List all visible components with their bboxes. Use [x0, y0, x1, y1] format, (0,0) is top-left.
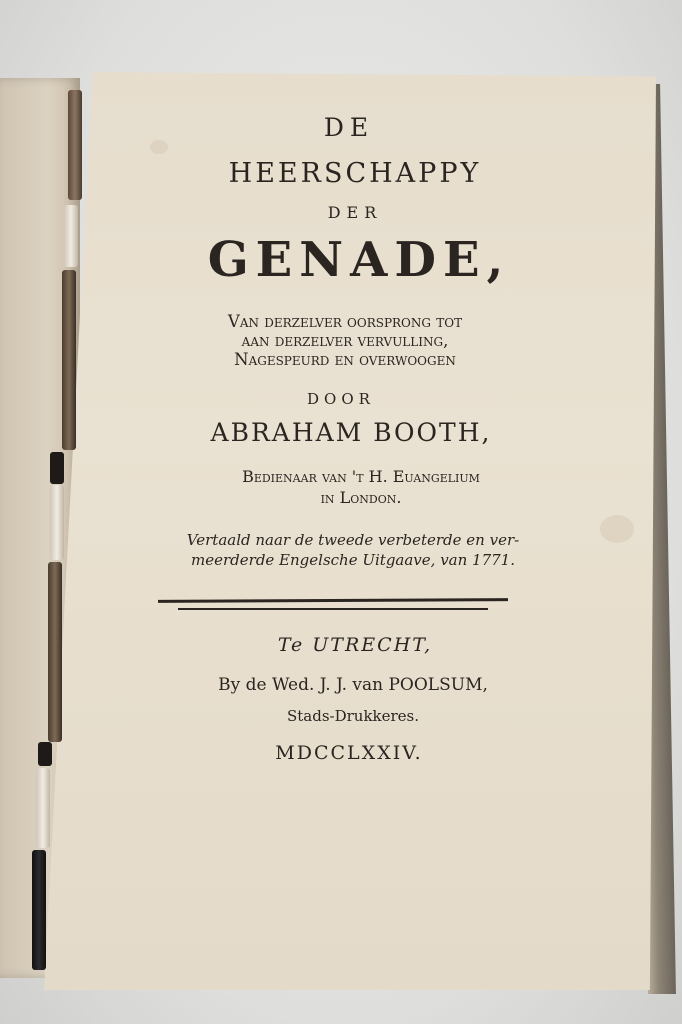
imprint-year: MDCCLXXIV.: [275, 742, 423, 764]
thread-segment: [32, 850, 46, 970]
subtitle-line: aan derzelver vervulling,: [241, 331, 449, 350]
translation-note: [0, 530, 682, 570]
title-line-heerschappy: HEERSCHAPPY: [228, 158, 482, 189]
paper-stain: [150, 140, 168, 154]
imprint-publisher: By de Wed. J. J. van POOLSUM,: [218, 675, 488, 695]
author-role: [0, 466, 682, 508]
thread-segment: [36, 768, 50, 848]
title-line-de: DE: [323, 113, 375, 142]
imprint-printer: Stads-Drukkeres.: [286, 707, 420, 725]
translation-note-line: meerderde Engelsche Uitgaave, van 1771.: [191, 551, 515, 569]
title-line-der: DER: [327, 203, 383, 222]
subtitle-line: Nagespeurd en overwoogen: [234, 350, 456, 369]
title-line-genade: GENADE,: [207, 232, 511, 288]
divider-rule-thin: [178, 608, 488, 610]
translation-note-line: Vertaald naar de tweede verbeterde en ver-: [186, 531, 520, 549]
author-name: ABRAHAM BOOTH,: [210, 418, 492, 447]
subtitle: [0, 312, 682, 369]
author-role-line: Bedienaar van 't H. Euangelium: [242, 467, 480, 486]
subtitle-line: Van derzelver oorsprong tot: [227, 312, 463, 331]
by-line: DOOR: [307, 390, 375, 408]
author-role-line: in London.: [320, 488, 402, 507]
imprint-place: Te UTRECHT,: [277, 634, 433, 656]
